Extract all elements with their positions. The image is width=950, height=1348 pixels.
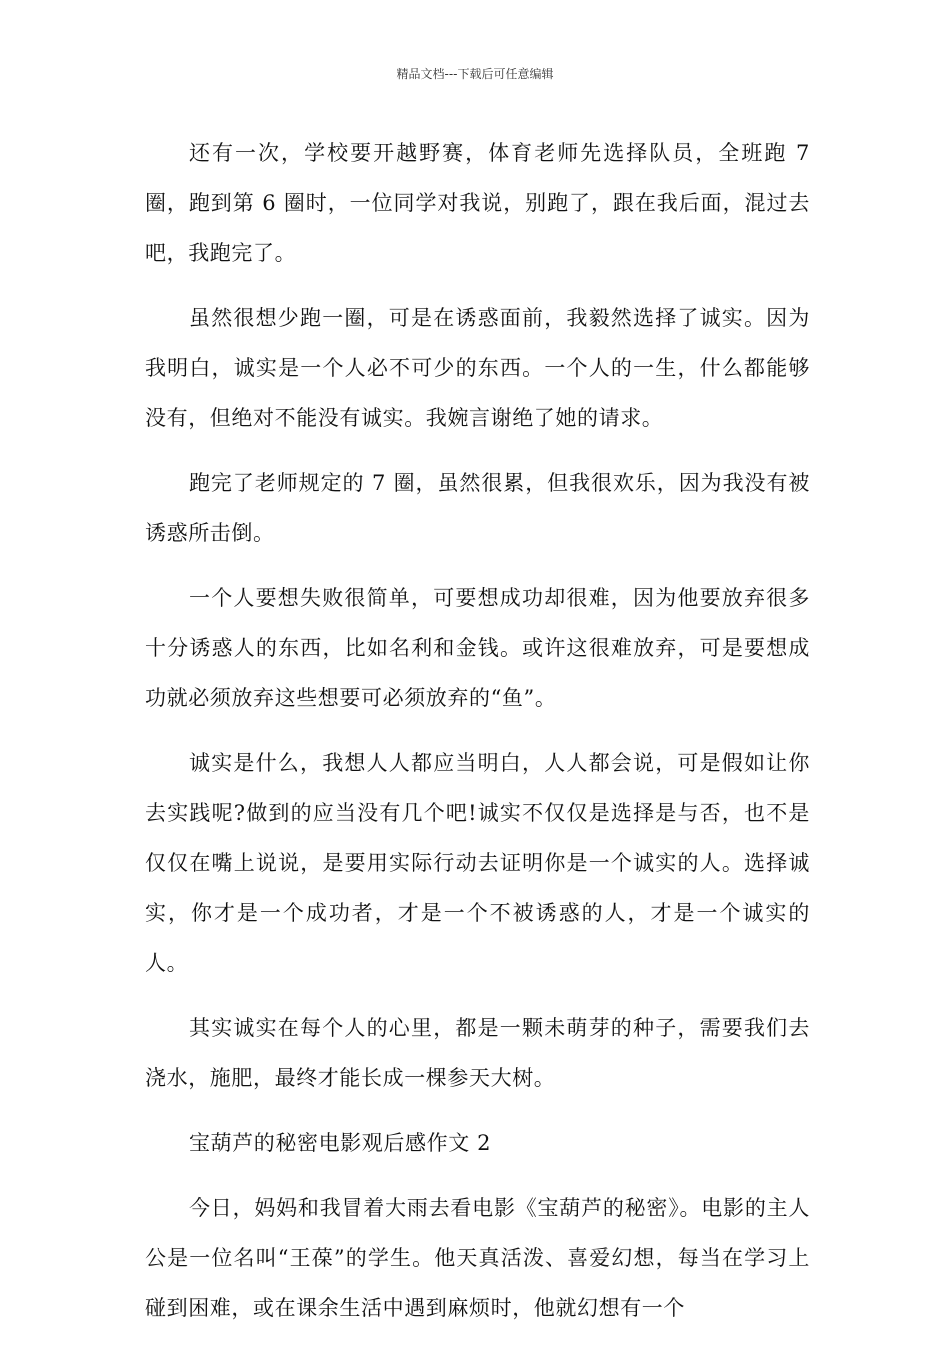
paragraph: 诚实是什么，我想人人都应当明白，人人都会说，可是假如让你去实践呢?做到的应当没有几个吧!诚实不仅仅是选择是与否，也不是仅仅在嘴上说说，是要用实际行动去证明你是一个诚实的人。选择诚实，你才是一个成功者，才是一个不被诱惑的人，才是一个诚实的人。 <box>145 751 810 975</box>
paragraph: 虽然很想少跑一圈，可是在诱惑面前，我毅然选择了诚实。因为我明白，诚实是一个人必不可少的东西。一个人的一生，什么都能够没有，但绝对不能没有诚实。我婉言谢绝了她的请求。 <box>145 306 810 430</box>
section-title: 宝葫芦的秘密电影观后感作文 2 <box>189 1131 492 1155</box>
page-header: 精品文档---下载后可任意编辑 <box>396 67 554 81</box>
paragraph: 还有一次，学校要开越野赛，体育老师先选择队员，全班跑 7 圈，跑到第 6 圈时，一位同学对我说，别跑了，跟在我后面，混过去吧，我跑完了。 <box>145 141 810 265</box>
document-body <box>145 128 810 1348</box>
paragraph: 今日，妈妈和我冒着大雨去看电影《宝葫芦的秘密》。电影的主人公是一位名叫“王葆”的学生。他天真活泼、喜爱幻想，每当在学习上碰到困难，或在课余生活中遇到麻烦时，他就幻想有一个 <box>145 1196 810 1320</box>
paragraph: 其实诚实在每个人的心里，都是一颗未萌芽的种子，需要我们去浇水，施肥，最终才能长成一棵参天大树。 <box>145 1016 810 1090</box>
paragraph: 跑完了老师规定的 7 圈，虽然很累，但我很欢乐，因为我没有被诱惑所击倒。 <box>145 471 810 545</box>
paragraph: 一个人要想失败很简单，可要想成功却很难，因为他要放弃很多十分诱惑人的东西，比如名利和金钱。或许这很难放弃，可是要想成功就必须放弃这些想要可必须放弃的“鱼”。 <box>145 586 810 710</box>
